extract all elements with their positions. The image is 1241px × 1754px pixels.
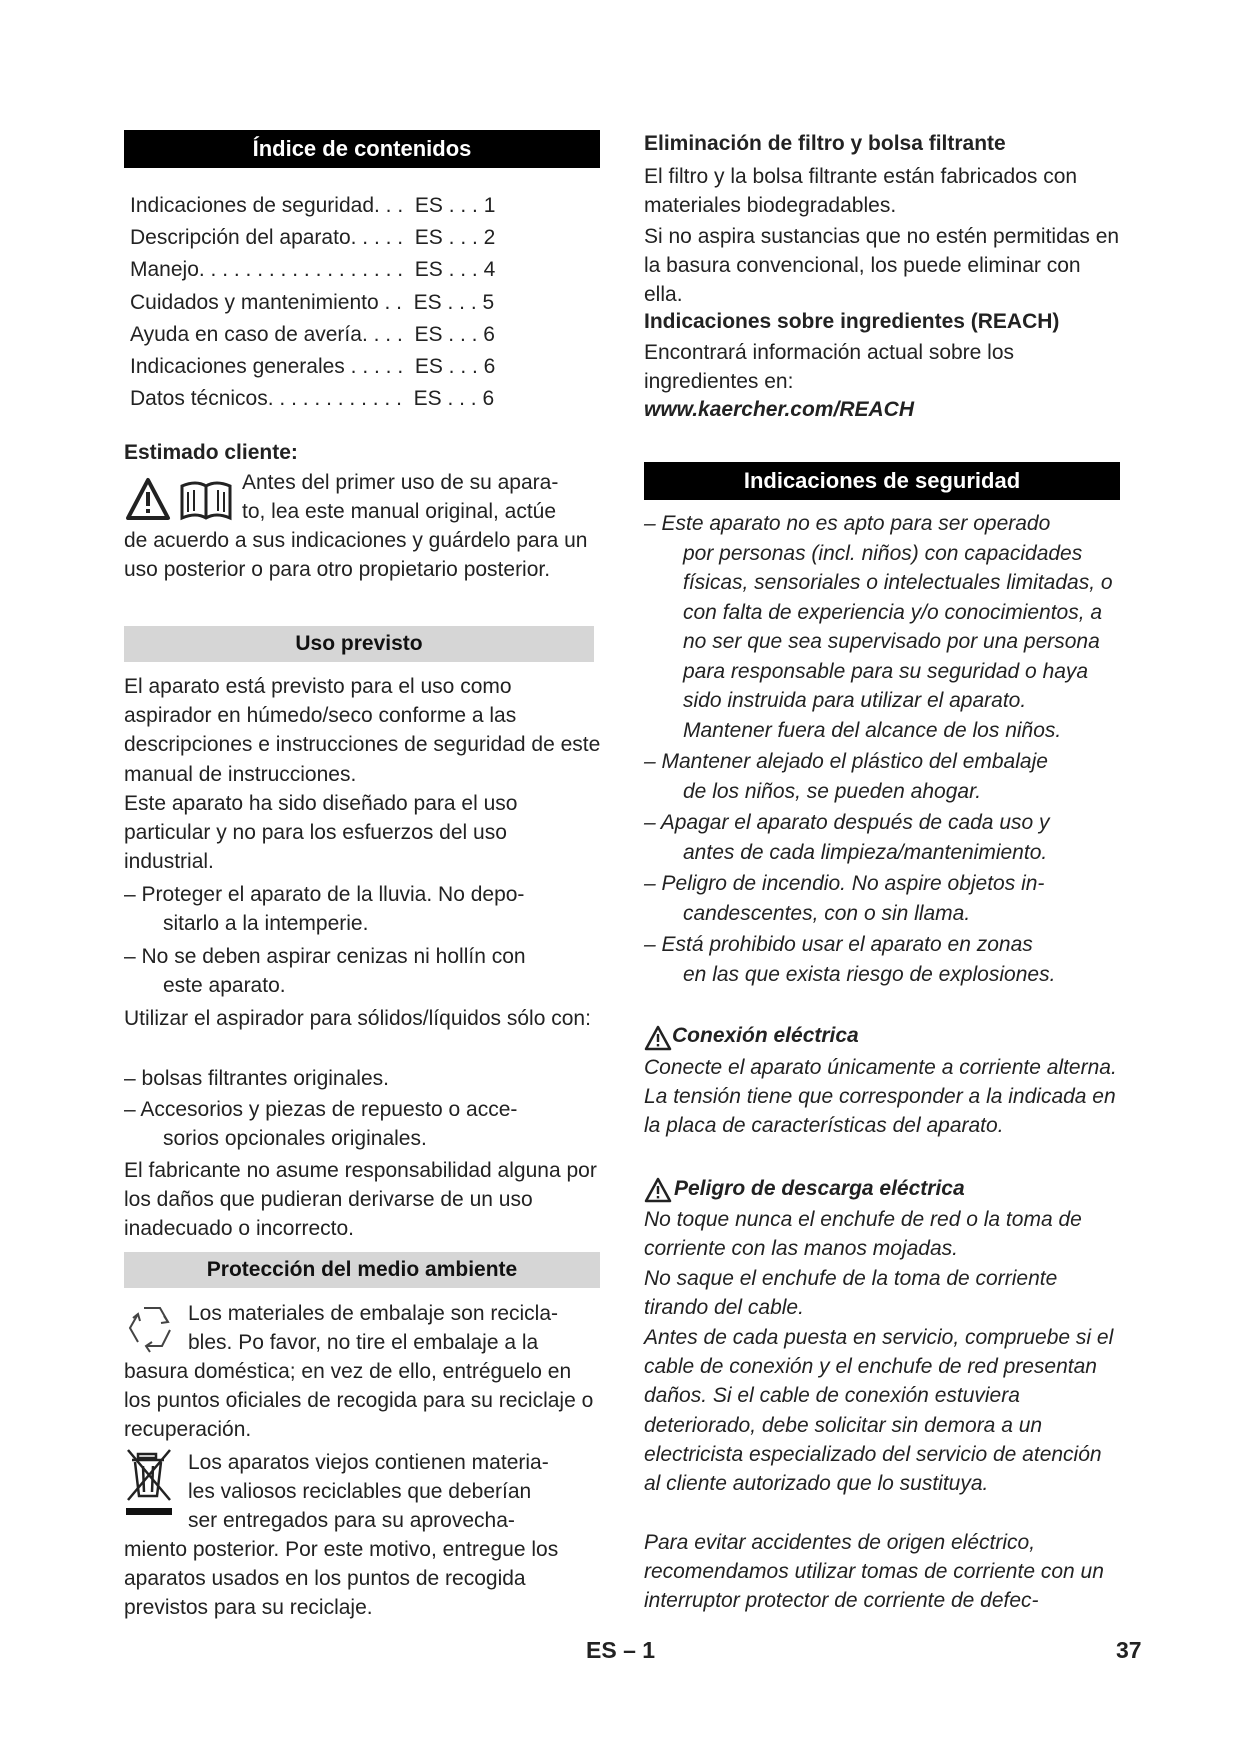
weee-text-line2: les valiosos reciclables que deberían bbox=[188, 1480, 532, 1503]
safety-item-first-line: – Este aparato no es apto para ser operado bbox=[644, 512, 1051, 535]
safety-item-rest: por personas (incl. niños) con capacidades físicas, sensoriales o intelectuales limitadas, o con falta de experiencia y/o conocimientos, a no ser que sea supervisado por una persona para responsable para su seguridad o haya sido instruida para utilizar el aparato. Mantener fuera del alcance de los niños. bbox=[683, 541, 1113, 742]
intended-use-p4: El fabricante no asume responsabilidad alguna por los daños que pudieran derivarse de un uso inadecuado o incorrecto. bbox=[124, 1159, 597, 1241]
page-number: 37 bbox=[1116, 1637, 1142, 1663]
weee-text-rest: miento posterior. Por este motivo, entregue los aparatos usados en los puntos de recogida previstos para su reciclaje. bbox=[124, 1538, 559, 1620]
recycle-text-rest: basura doméstica; en vez de ello, entréguelo en los puntos oficiales de recogida para su reciclaje o recuperación. bbox=[124, 1360, 594, 1442]
intended-use-bullet1a: – Proteger el aparato de la lluvia. No depo- bbox=[124, 883, 525, 906]
recycle-text-line2: bles. Po favor, no tire el embalaje a la bbox=[188, 1331, 539, 1354]
reach-text: Encontrará información actual sobre los ingredientes en: bbox=[644, 341, 1015, 394]
toc-row: Datos técnicos. . . . . . . . . . . . ES . . . 6 bbox=[130, 387, 495, 411]
safety-item-rest: de los niños, se pueden ahogar. bbox=[683, 779, 982, 803]
intended-use-bullet1b: sitarlo a la intemperie. bbox=[163, 912, 369, 935]
footer-section-code: ES bbox=[586, 1637, 617, 1663]
disposal-p1: El filtro y la bolsa filtrante están fabricados con materiales biodegradables. bbox=[644, 165, 1078, 218]
intended-use-p2: Este aparato ha sido diseñado para el uso particular y no para los esfuerzos del uso industrial. bbox=[124, 792, 518, 874]
intended-use-p1: El aparato está previsto para el uso como aspirador en húmedo/seco conforme a las descripciones e instrucciones de seguridad de este manual de instrucciones. bbox=[124, 675, 601, 786]
recycle-icon bbox=[124, 1302, 180, 1356]
electric-text: Conecte el aparato únicamente a corriente alterna. La tensión tiene que corresponder a la indicada en la placa de características del aparato. bbox=[644, 1056, 1117, 1138]
footer-section bbox=[586, 1637, 655, 1664]
safety-item-rest: en las que exista riesgo de explosiones. bbox=[683, 962, 1056, 986]
disposal-p2: Si no aspira sustancias que no estén permitidas en la basura convencional, los puede eliminar con ella. bbox=[644, 225, 1120, 307]
warning-book-icon bbox=[126, 476, 236, 522]
intended-use-bullet2b: este aparato. bbox=[163, 974, 286, 997]
safety-item-first-line: – Mantener alejado el plástico del embalaje bbox=[644, 750, 1048, 773]
weee-bin-icon bbox=[124, 1446, 176, 1516]
intended-use-bullet3: – bolsas filtrantes originales. bbox=[124, 1067, 389, 1090]
reach-url: www.kaercher.com/REACH bbox=[644, 398, 914, 421]
electric-heading: Conexión eléctrica bbox=[672, 1024, 859, 1047]
toc-title: Índice de contenidos bbox=[124, 130, 600, 168]
customer-text-line1: Antes del primer uso de su apara- bbox=[242, 471, 559, 494]
toc-row: Indicaciones generales . . . . . ES . . . 6 bbox=[130, 355, 496, 378]
safety-item-first-line: – Está prohibido usar el aparato en zonas bbox=[644, 933, 1033, 956]
safety-title: Indicaciones de seguridad bbox=[644, 462, 1120, 500]
footer-section-page: – 1 bbox=[623, 1637, 656, 1663]
intended-use-title: Uso previsto bbox=[124, 626, 594, 662]
safety-item bbox=[644, 747, 1120, 806]
shock-p1: No toque nunca el enchufe de red o la toma de corriente con las manos mojadas. bbox=[644, 1208, 1082, 1261]
intended-use-bullet2a: – No se deben aspirar cenizas ni hollín con bbox=[124, 945, 526, 968]
shock-p2: No saque el enchufe de la toma de corriente tirando del cable. bbox=[644, 1267, 1058, 1320]
safety-item bbox=[644, 808, 1120, 867]
reach-heading: Indicaciones sobre ingredientes (REACH) bbox=[644, 310, 1060, 333]
intended-use-bullet4a: – Accesorios y piezas de repuesto o acce- bbox=[124, 1098, 518, 1121]
toc-row: Indicaciones de seguridad. . . ES . . . 1 bbox=[130, 194, 496, 217]
disposal-heading: Eliminación de filtro y bolsa filtrante bbox=[644, 132, 1006, 155]
safety-item-rest: antes de cada limpieza/mantenimiento. bbox=[683, 840, 1048, 864]
intended-use-bullet4b: sorios opcionales originales. bbox=[163, 1127, 427, 1150]
safety-item-rest: candescentes, con o sin llama. bbox=[683, 901, 971, 925]
toc-row: Cuidados y mantenimiento . . ES . . . 5 bbox=[130, 290, 495, 314]
toc-row: Ayuda en caso de avería. . . . ES . . . 6 bbox=[130, 322, 495, 346]
customer-text-rest: de acuerdo a sus indicaciones y guárdelo para un uso posterior o para otro propietario posterior. bbox=[124, 529, 588, 582]
safety-item-first-line: – Apagar el aparato después de cada uso y bbox=[644, 811, 1050, 834]
toc-row: Manejo. . . . . . . . . . . . . . . . . . ES . . . 4 bbox=[130, 258, 496, 282]
shock-heading: Peligro de descarga eléctrica bbox=[674, 1177, 965, 1200]
customer-text-line2: to, lea este manual original, actúe bbox=[242, 500, 557, 523]
shock-warning-icon bbox=[644, 1177, 672, 1203]
weee-text-line3: ser entregados para su aprovecha- bbox=[188, 1509, 515, 1532]
weee-text-line1: Los aparatos viejos contienen materia- bbox=[188, 1451, 549, 1474]
safety-item bbox=[644, 869, 1120, 928]
shock-p4: Para evitar accidentes de origen eléctrico, recomendamos utilizar tomas de corriente con un interruptor protector de corriente de defec- bbox=[644, 1531, 1104, 1613]
safety-item bbox=[644, 509, 1120, 745]
customer-heading: Estimado cliente: bbox=[124, 441, 298, 464]
toc-row: Descripción del aparato. . . . . ES . . . 2 bbox=[130, 226, 496, 250]
shock-p3: Antes de cada puesta en servicio, compruebe si el cable de conexión y el enchufe de red presentan daños. Si el cable de conexión estuviera deteriorado, debe solicitar sin demora a un electricista especializado del servicio de atención al cliente autorizado que lo sustituya. bbox=[644, 1326, 1114, 1496]
safety-list bbox=[644, 509, 1120, 991]
electric-warning-icon bbox=[644, 1025, 672, 1051]
safety-item bbox=[644, 930, 1120, 989]
recycle-text-line1: Los materiales de embalaje son recicla- bbox=[188, 1302, 559, 1325]
intended-use-p3: Utilizar el aspirador para sólidos/líquidos sólo con: bbox=[124, 1007, 591, 1030]
safety-item-first-line: – Peligro de incendio. No aspire objetos in- bbox=[644, 872, 1045, 895]
environment-title: Protección del medio ambiente bbox=[124, 1252, 600, 1288]
